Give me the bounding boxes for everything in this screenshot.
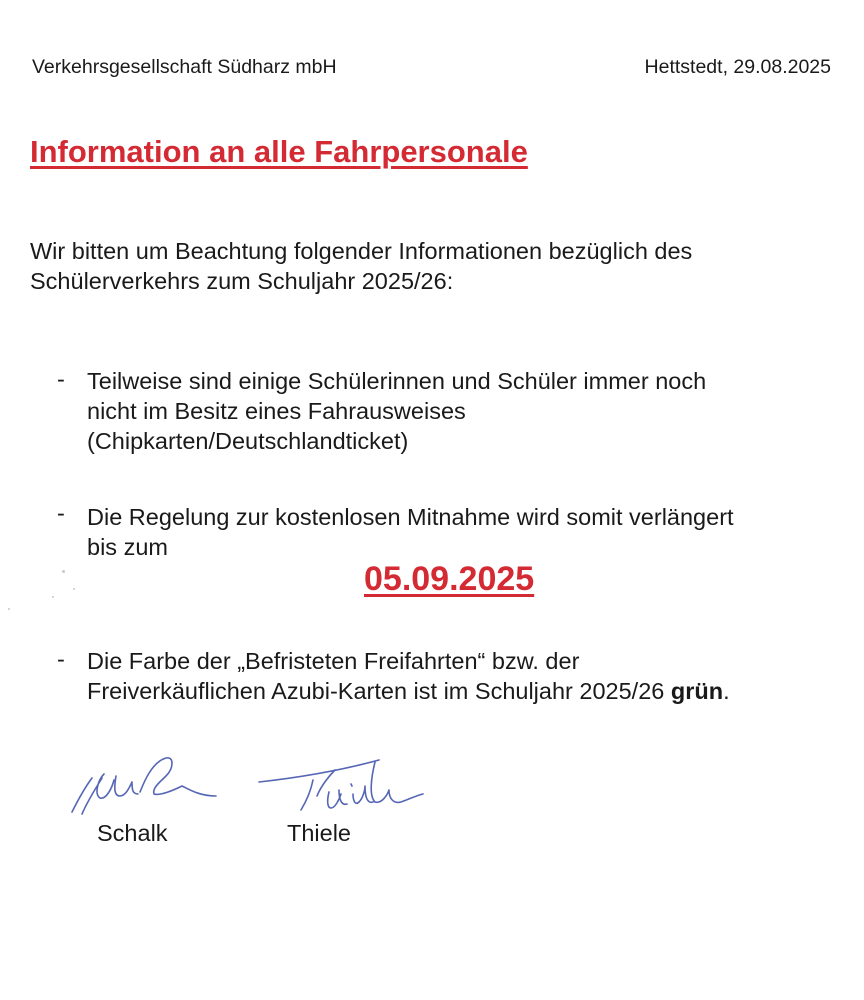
list-item-line xyxy=(87,676,730,706)
bullet-dash: - xyxy=(57,366,65,392)
signature-thiele xyxy=(255,752,435,822)
signature-schalk xyxy=(70,752,220,822)
list-item-line: nicht im Besitz eines Fahrausweises xyxy=(87,398,466,424)
color-emphasis: grün xyxy=(670,678,724,704)
list-item xyxy=(87,646,730,706)
list-item xyxy=(87,366,706,456)
sentence-end: . xyxy=(723,678,730,704)
signatory-name: Schalk xyxy=(97,820,168,846)
list-item-line: Teilweise sind einige Schülerinnen und Schüler immer noch xyxy=(87,368,707,394)
list-item-line: Die Farbe der „Befristeten Freifahrten“ bzw. der xyxy=(87,648,580,674)
intro-line: Schülerverkehrs zum Schuljahr 2025/26: xyxy=(30,268,454,294)
list-item-line: Die Regelung zur kostenlosen Mitnahme wird somit verlängert xyxy=(87,504,734,530)
scan-speck xyxy=(8,608,10,610)
list-item-line: bis zum xyxy=(87,534,168,560)
scan-speck xyxy=(52,596,54,598)
scan-speck xyxy=(73,588,75,590)
scan-speck xyxy=(62,570,65,573)
signatory-name: Thiele xyxy=(287,820,352,846)
company-name: Verkehrsgesellschaft Südharz mbH xyxy=(32,56,337,78)
list-item-text: Freiverkäuflichen Azubi-Karten ist im Schuljahr 2025/26 xyxy=(87,678,671,704)
bullet-dash: - xyxy=(57,646,65,672)
list-item-line: (Chipkarten/Deutschlandticket) xyxy=(87,428,409,454)
deadline-date: 05.09.2025 xyxy=(364,560,535,598)
intro-line: Wir bitten um Beachtung folgender Informationen bezüglich des xyxy=(30,238,693,264)
intro-paragraph xyxy=(30,236,692,296)
page-title: Information an alle Fahrpersonale xyxy=(30,134,528,169)
list-item xyxy=(87,502,734,562)
bullet-dash: - xyxy=(57,500,65,526)
place-date: Hettstedt, 29.08.2025 xyxy=(644,56,831,78)
